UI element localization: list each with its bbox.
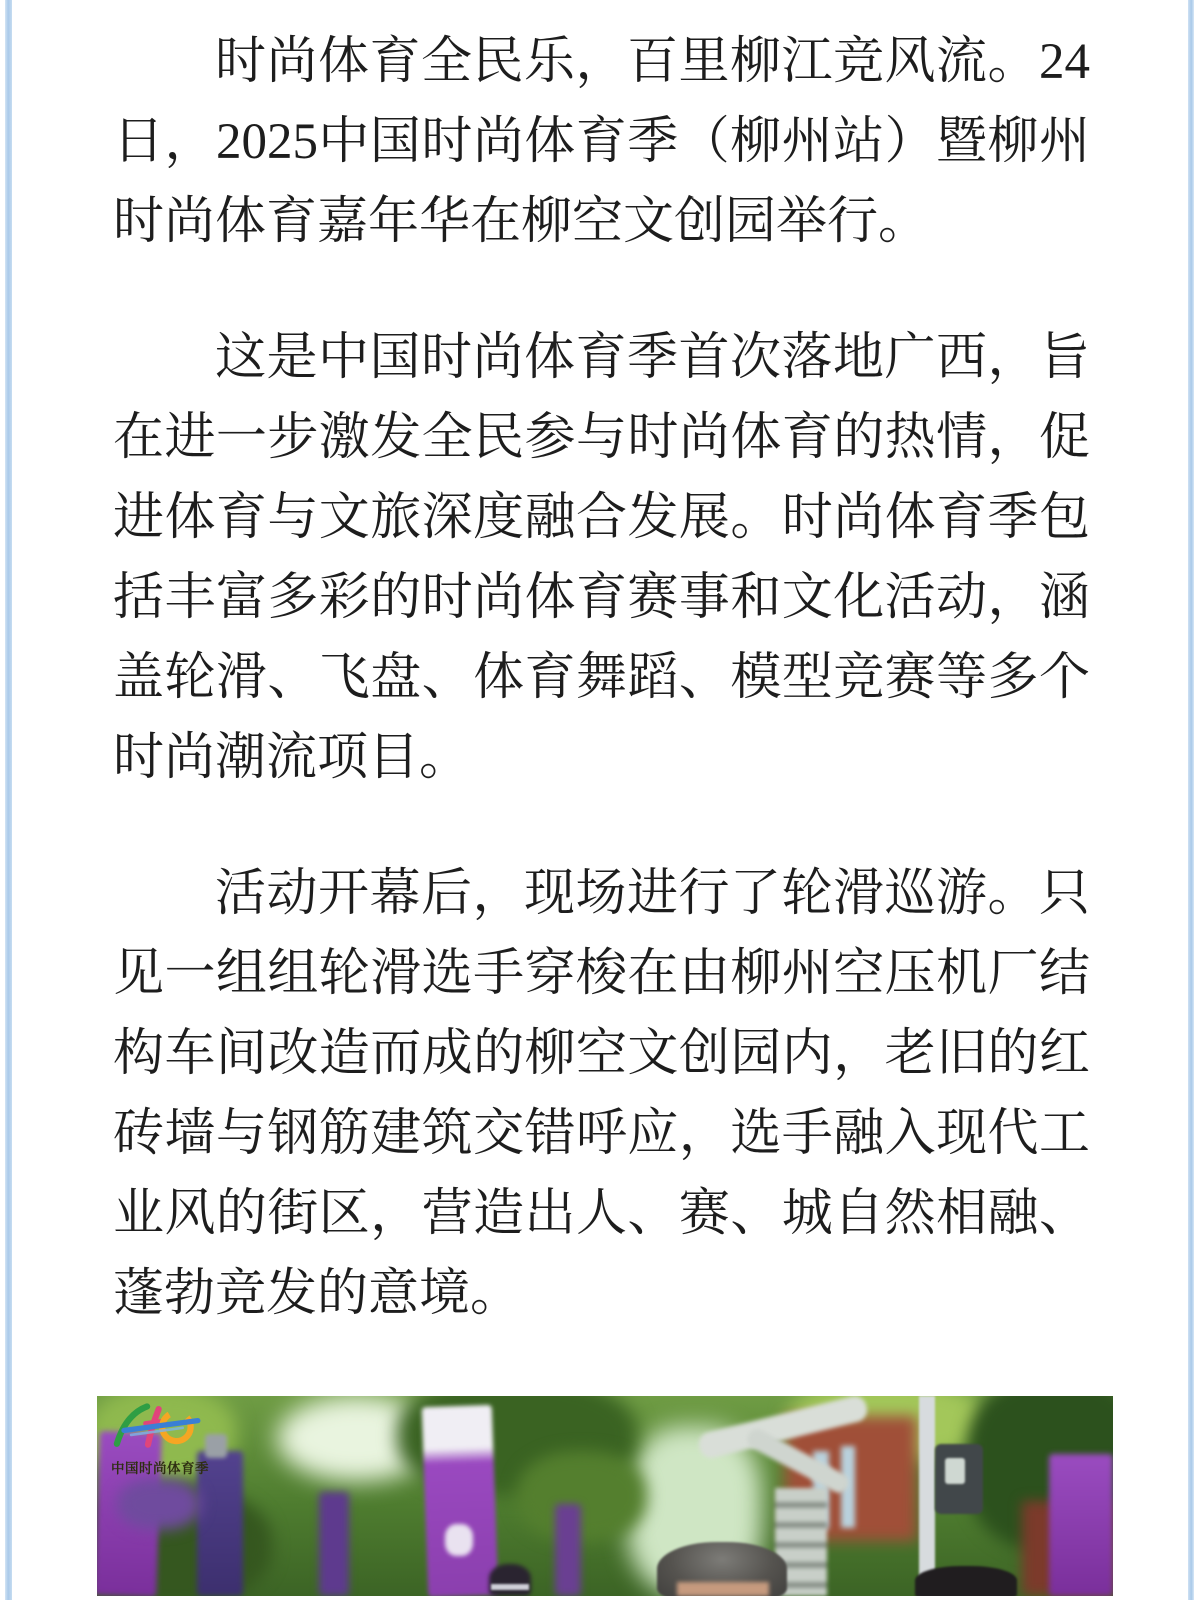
signal-lens bbox=[945, 1458, 965, 1484]
event-photo[interactable] bbox=[97, 1396, 1113, 1596]
article-paragraph-1: 时尚体育全民乐，百里柳江竞风流。24日，2025中国时尚体育季（柳州站）暨柳州时尚体育嘉年华在柳空文创园举行。 bbox=[113, 34, 1090, 250]
fashion-sports-logo-icon bbox=[111, 1402, 201, 1450]
banner-flag bbox=[1049, 1454, 1113, 1596]
event-logo bbox=[111, 1402, 311, 1477]
banner-flag bbox=[319, 1492, 349, 1596]
page-border-left bbox=[5, 0, 12, 1600]
purple-blur-blob bbox=[117, 1478, 201, 1530]
spectator-head-dark bbox=[915, 1566, 1017, 1596]
light-pole bbox=[919, 1396, 935, 1596]
article-paragraph-2: 这是中国时尚体育季首次落地广西，旨在进一步激发全民参与时尚体育的热情，促进体育与文旅深度融合发展。时尚体育季包括丰富多彩的时尚体育赛事和文化活动，涵盖轮滑、飞盘、体育舞蹈、模型竞赛等多个时尚潮流项目。 bbox=[113, 330, 1090, 786]
banner-flag bbox=[555, 1504, 581, 1596]
article-body bbox=[113, 22, 1090, 1596]
cap-band bbox=[491, 1584, 529, 1590]
article-paragraph-3: 活动开幕后，现场进行了轮滑巡游。只见一组组轮滑选手穿梭在由柳州空压机厂结构车间改造而成的柳空文创园内，老旧的红砖墙与钢筋建筑交错呼应，选手融入现代工业风的街区，营造出人、赛、城自然相融、蓬勃竞发的意境。 bbox=[113, 866, 1090, 1322]
spectator-head-cap bbox=[489, 1564, 531, 1596]
page-border-right bbox=[1188, 0, 1194, 1600]
foliage-mid bbox=[517, 1451, 647, 1541]
spectator-forehead bbox=[677, 1582, 769, 1596]
banner-emblem bbox=[445, 1524, 473, 1556]
banner-flag-center bbox=[422, 1405, 499, 1596]
logo-text: 中国时尚体育季 bbox=[111, 1461, 209, 1476]
